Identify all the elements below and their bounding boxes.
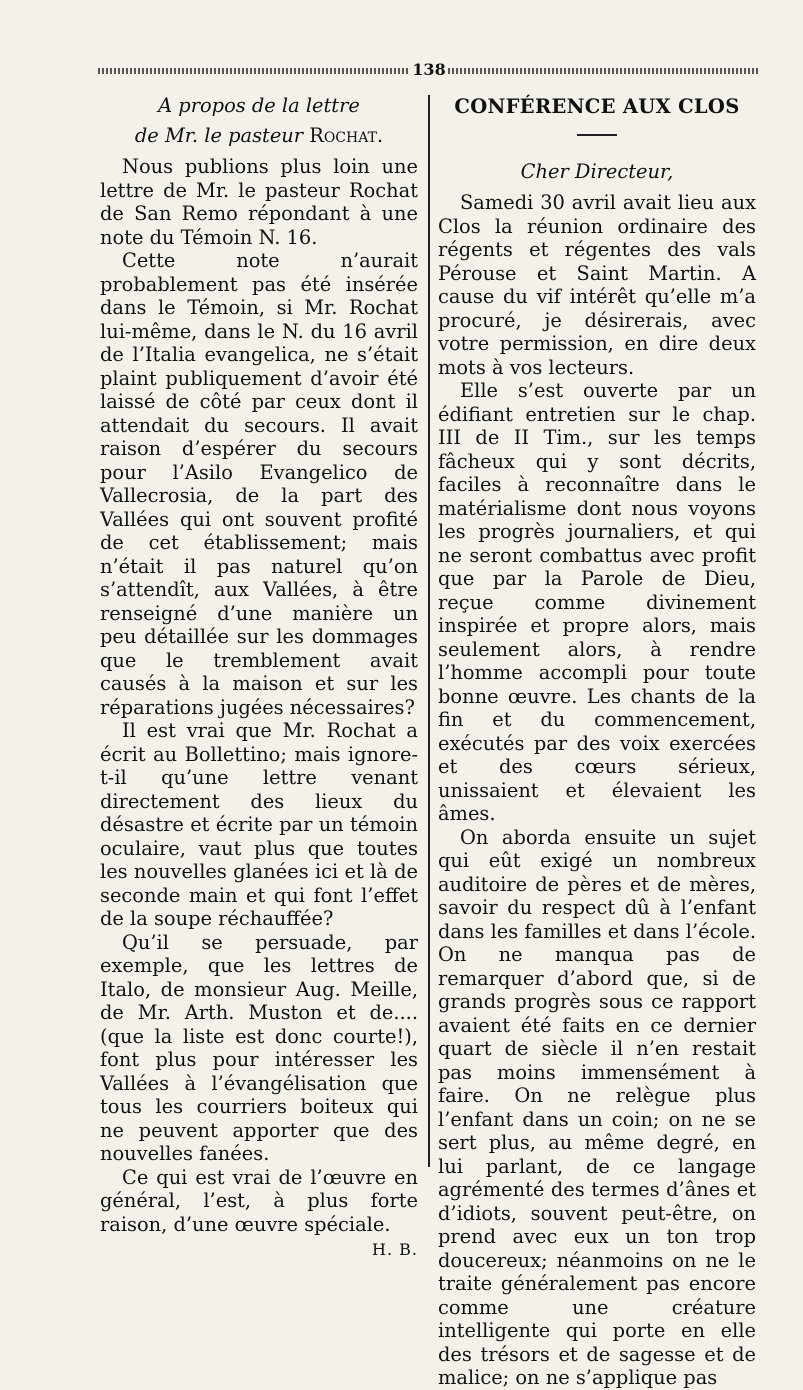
left-paragraph-1: Nous publions plus loin une lettre de Mr. le pasteur Rochat de San Remo répondant à une note du Témoin N. 16. — [100, 155, 418, 249]
page-header — [98, 60, 760, 80]
article-title-line1: A propos de la lettre — [158, 94, 360, 117]
article-title: CONFÉRENCE AUX CLOS — [454, 95, 740, 118]
left-paragraph-4: Qu’il se persuade, par exemple, que les lettres de Italo, de monsieur Aug. Meille, de Mr. Arth. Muston et de.... (que la liste est donc courte!), font plus pour intéresser les Vallées à l’évangélisation que tous les courriers boiteux qui ne peuvent apporter que des nouvelles fanées. — [100, 930, 418, 1165]
article-title-line2 — [100, 124, 418, 148]
left-paragraph-3: Il est vrai que Mr. Rochat a écrit au Bollettino; mais ignore-t-il qu’une lettre venant directement des lieux du désastre et écrite par un témoin oculaire, vaut plus que toutes les nouvelles glanées ici et là de seconde main et qui font l’effet de la soupe réchauffée? — [100, 719, 418, 930]
right-paragraph-1: Samedi 30 avril avait lieu aux Clos la réunion ordinaire des régents et régentes des vals Pérouse et Saint Martin. A cause du vif intérêt qu’elle m’a procuré, je désirerais, avec votre permission, en dire deux mots à vos lecteurs. — [438, 191, 756, 379]
author-signature: H. B. — [372, 1240, 418, 1259]
column-divider — [428, 95, 430, 1167]
left-paragraph-5 — [100, 1165, 418, 1259]
article-title-name: Rochat. — [309, 123, 384, 147]
ornamental-rule-right — [448, 68, 760, 74]
title-rule — [577, 134, 617, 136]
ornamental-rule-left — [98, 68, 410, 74]
left-paragraph-2: Cette note n’aurait probablement pas été insérée dans le Témoin, si Mr. Rochat lui-même, dans le N. du 16 avril de l’Italia evangelica, ne s’était plaint publiquement d’avoir été laissé de côté par ceux dont il attendait du secours. Il avait raison d’espérer du secours pour l’Asilo Evangelico de Vallecrosia, de la part des Vallées qui ont souvent profité de cet établissement; mais n’était il pas naturel qu’on s’attendît, aux Vallées, à être renseigné d’une manière un peu détaillée sur les dommages que le tremblement avait causés à la maison et sur les réparations jugées nécessaires? — [100, 249, 418, 719]
right-column — [438, 90, 756, 1390]
page-number: 138 — [412, 60, 446, 79]
left-last-paragraph-text: Ce qui est vrai de l’œuvre en général, l’est, à plus forte raison, d’une œuvre spéciale. — [100, 1165, 418, 1236]
right-paragraph-2: Elle s’est ouverte par un édifiant entretien sur le chap. III de II Tim., sur les temps fâcheux qui y sont décrits, faciles à reconnaître dans le matérialisme dont nous voyons les progrès journaliers, et qui ne seront combattus avec profit que par la Parole de Dieu, reçue comme divinement inspirée et propre alors, mais seulement alors, à rendre l’homme accompli pour toute bonne œuvre. Les chants de la fin et du commencement, exécutés par des voix exercées et des cœurs sérieux, unissaient et élevaient les âmes. — [438, 379, 756, 825]
salutation: Cher Directeur, — [520, 159, 674, 183]
article-title-line2-text: de Mr. le pasteur — [134, 123, 304, 147]
left-column — [100, 90, 418, 1262]
right-paragraph-3: On aborda ensuite un sujet qui eût exigé un nombreux auditoire de pères et de mères, savoir du respect dû à l’enfant dans les familles et dans l’école. On ne manqua pas de remarquer d’abord que, si de grands progrès sous ce rapport avaient été faits en ce dernier quart de siècle il n’en restait pas moins immensément à faire. On ne relègue plus l’enfant dans un coin; on ne se sert plus, au même degré, en lui parlant, de ce langage agrémenté des termes d’ânes et d’idiots, souvent peut-être, on prend avec eux un ton trop doucereux; néanmoins on ne le traite généralement pas encore comme une créature intelligente qui porte en elle des trésors et de sagesse et de malice; on ne s’applique pas — [438, 825, 756, 1389]
